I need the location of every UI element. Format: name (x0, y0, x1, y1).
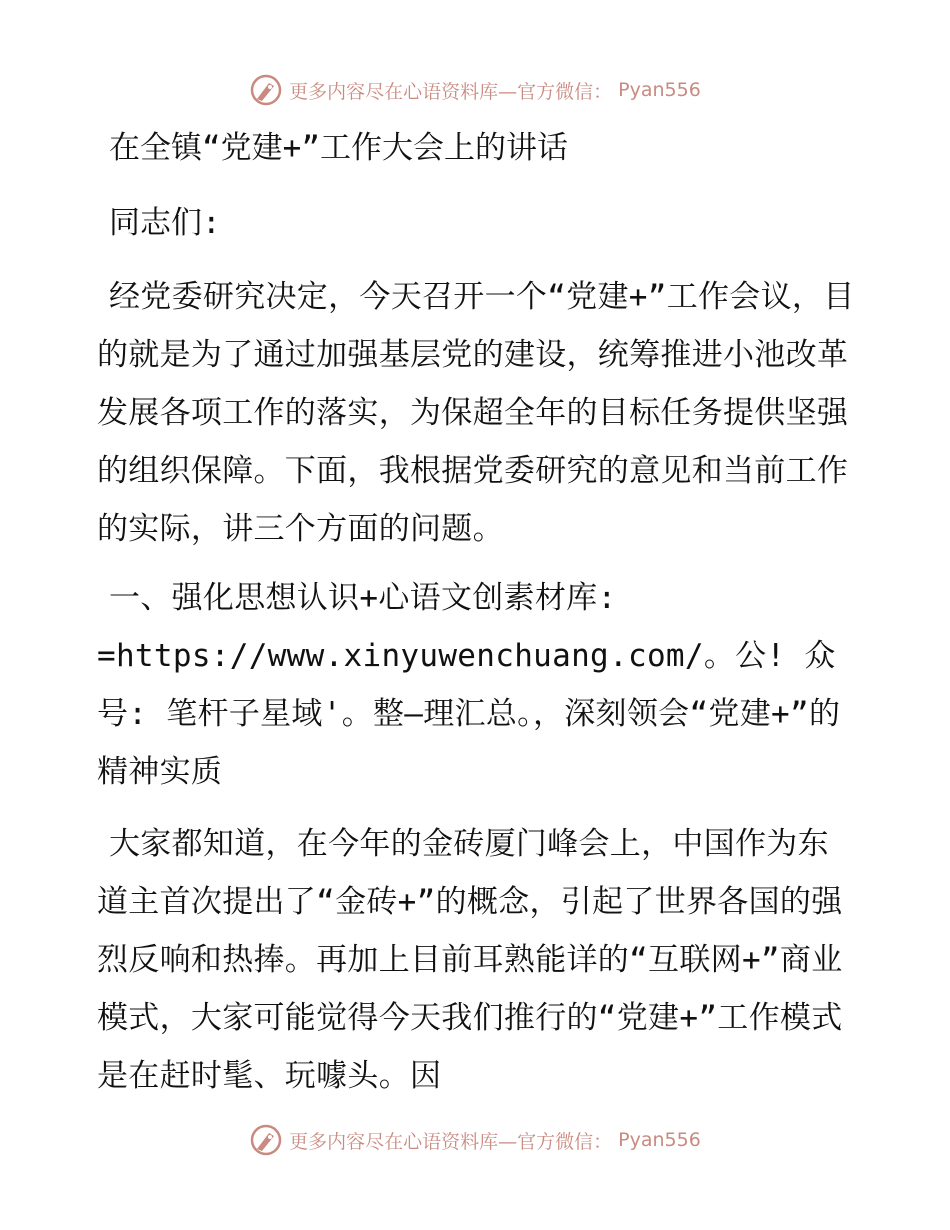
paragraph-intro: 经党委研究决定，今天召开一个“党建+”工作会议，目的就是为了通过加强基层党的建设，统筹推进小池改革发展各项工作的落实，为保超全年的目标任务提供坚强的组织保障。下面，我根据党委研究的意见和当前工作的实际，讲三个方面的问题。 (97, 279, 855, 547)
document-body (97, 118, 857, 1105)
watermark-wechat-id: Pyan556 (618, 79, 701, 101)
watermark-header (0, 70, 950, 110)
watermark-footer (0, 1120, 950, 1160)
section-heading-1: 一、强化思想认识+心语文创素材库: =https://www.xinyuwenchuang.com/。公! 众号: 笔杆子星域'。整—理汇总。，深刻领会“党建+”的精神实质 (97, 580, 841, 790)
watermark-text: 更多内容尽在心语资料库—官方微信： (289, 1130, 613, 1153)
pen-nib-logo-icon (249, 73, 283, 107)
watermark-text: 更多内容尽在心语资料库—官方微信： (289, 80, 613, 103)
watermark-wechat-id: Pyan556 (618, 1129, 701, 1151)
pen-nib-logo-icon (249, 1123, 283, 1157)
greeting: 同志们: (109, 205, 221, 241)
document-title: 在全镇“党建+”工作大会上的讲话 (109, 130, 568, 166)
paragraph-body: 大家都知道，在今年的金砖厦门峰会上，中国作为东道主首次提出了“金砖+”的概念，引起了世界各国的强烈反响和热捧。再加上目前耳熟能详的“互联网+”商业模式，大家可能觉得今天我们推行的“党建+”工作模式是在赶时髦、玩噱头。因 (97, 826, 843, 1094)
